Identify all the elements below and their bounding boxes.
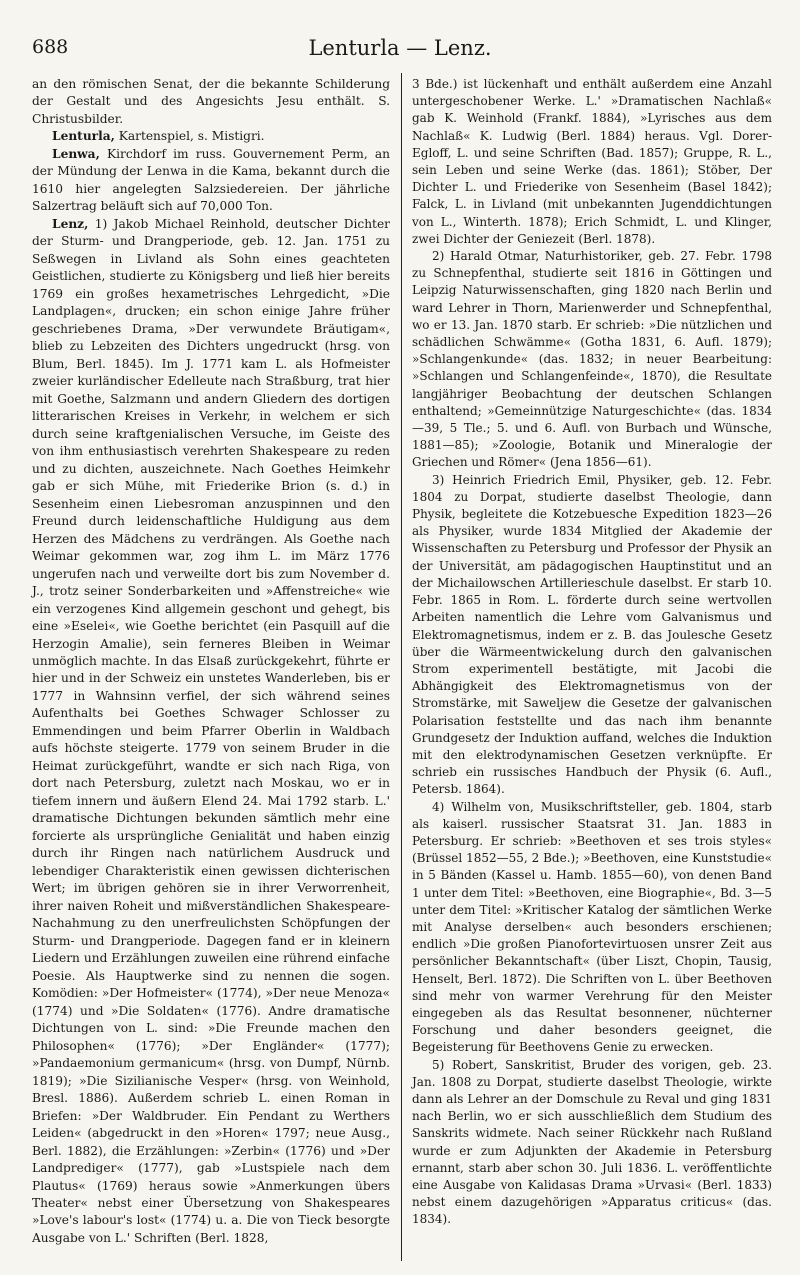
entry-paragraph [32,216,390,1248]
entry-text: 2) Harald Otmar, Naturhistoriker, geb. 27. Febr. 1798 zu Schnepfenthal, studierte seit 1816 in Göttingen und Leipzig Naturwissenschaften, ging 1820 nach Berlin und ward Lehrer in Thorn, Marienwerder und Schnepfenthal, wo er 13. Jan. 1870 starb. Er schrieb: »Die nützlichen und schädlichen Schwämme« (Gotha 1831, 6. Aufl. 1879); »Schlangenkunde« (das. 1832; in neuer Bearbeitung: »Schlangen und Schlangenfeinde«, 1870), die Resultate langjähriger Beobachtung der deutschen Schlangen enthaltend; »Gemeinnützige Naturgeschichte« (das. 1834—39, 5 Tle.; 5. und 6. Aufl. von Burbach und Wünsche, 1881—85); »Zoologie, Botanik und Mineralogie der Griechen und Römer« (Jena 1856—61). [412,249,772,470]
entry-text: 3 Bde.) ist lückenhaft und enthält außerdem eine Anzahl untergeschobener Werke. L.' »Dramatischen Nachlaß« gab K. Weinhold (Frankf. 1884), »Lyrisches aus dem Nachlaß« K. Ludwig (Berl. 1884) heraus. Vgl. Dorer-Egloff, L. und seine Schriften (Bad. 1857); Gruppe, R. L., sein Leben und seine Werke (das. 1861); Stöber, Der Dichter L. und Friederike von Sesenheim (Basel 1842); Falck, L. in Livland (mit unbekannten Jugenddichtungen von L., Winterth. 1878); Erich Schmidt, L. und Klinger, zwei Dichter der Geniezeit (Berl. 1878). [412,77,772,246]
column-divider [401,73,402,1261]
entry-paragraph [32,76,390,128]
entry-text: 4) Wilhelm von, Musikschriftsteller, geb. 1804, starb als kaiserl. russischer Staatsrat 31. Jan. 1883 in Petersburg. Er schrieb: »Beethoven et ses trois styles« (Brüssel 1852—55, 2 Bde.); »Beethoven, eine Kunststudie« in 5 Bänden (Kassel u. Hamb. 1855—60), von denen Band 1 unter dem Titel: »Beethoven, eine Biographie«, Bd. 3—5 unter dem Titel: »Kritischer Katalog der sämtlichen Werke mit Analyse derselben« auch besonders erschienen; endlich »Die großen Pianofortevirtuosen unsrer Zeit aus persönlicher Bekanntschaft« (über Liszt, Chopin, Tausig, Henselt, Berl. 1872). Die Schriften von L. über Beethoven sind mehr von warmer Verehrung für den Meister eingegeben als das Resultat besonnener, nüchterner Forschung und daher besonders geeignet, die Begeisterung für Beethovens Genie zu erwecken. [412,799,772,1055]
page-header [32,36,768,64]
entry-paragraph [412,799,772,1057]
entry-text: 1) Jakob Michael Reinhold, deutscher Dichter der Sturm- und Drangperiode, geb. 12. Jan. 1751 zu Seßwegen in Livland als Sohn eines geachteten Geistlichen, studierte zu Königsberg und ließ hier bereits 1769 ein großes hexametrisches Lehrgedicht, »Die Landplagen«, drucken; ein schon einige Jahre früher geschriebenes Drama, »Der verwundete Bräutigam«, blieb zu Lebzeiten des Dichters ungedruckt (hrsg. von Blum, Berl. 1845). Im J. 1771 kam L. als Hofmeister zweier kurländischer Edelleute nach Straßburg, trat hier mit Goethe, Salzmann und andern Gliedern des dortigen litterarischen Kreises in Verkehr, in welchem er sich durch seine kraftgenialischen Versuche, im Geiste des von ihm enthusiastisch verehrten Shakespeare zu reden und zu dichten, auszeichnete. Nach Goethes Heimkehr gab er sich Mühe, mit Friederike Brion (s. d.) in Sesenheim einen Liebesroman anzuspinnen und den Freund durch leidenschaftliche Huldigung aus dem Herzen des Mädchens zu verdrängen. Als Goethe nach Weimar gekommen war, zog ihm L. im März 1776 ungerufen nach und verweilte dort bis zum November d. J., trotz seiner Sonderbarkeiten und »Affenstreiche« wie ein verzogenes Kind allgemein geschont und gehegt, bis eine »Eselei«, wie Goethe berichtet (ein Pasquill auf die Herzogin Amalie), sein ferneres Bleiben in Weimar unmöglich machte. In das Elsaß zurückgekehrt, führte er hier und in der Schweiz ein unstetes Wanderleben, bis er 1777 in Wahnsinn verfiel, der sich während seines Aufenthalts bei Goethes Schwager Schlosser zu Emmendingen und beim Pfarrer Oberlin in Waldbach aufs höchste steigerte. 1779 von seinem Bruder in die Heimat zurückgeführt, wandte er sich nach Riga, von dort nach Petersburg, zuletzt nach Moskau, wo er in tiefem innern und äußern Elend 24. Mai 1792 starb. L.' dramatische Dichtungen bekunden sämtlich mehr eine forcierte als ursprüngliche Genialität und haben einzig durch ihr Ringen nach natürlichem Ausdruck und lebendiger Charakteristik einen gewissen dichterischen Wert; im übrigen gehören sie in ihrer Verworrenheit, ihrer naiven Roheit und mißverständlichen Shakespeare-Nachahmung zu den unerfreulichsten Schöpfungen der Sturm- und Drangperiode. Dagegen fand er in kleinern Liedern und Erzählungen zuweilen eine rührend einfache Poesie. Als Hauptwerke sind zu nennen die sogen. Komödien: »Der Hofmeister« (1774), »Der neue Menoza« (1774) und »Die Soldaten« (1776). Andre dramatische Dichtungen von L. sind: »Die Freunde machen den Philosophen« (1776); »Der Engländer« (1777); »Pandaemonium germanicum« (hrsg. von Dumpf, Nürnb. 1819); »Die Sizilianische Vesper« (hrsg. von Weinhold, Bresl. 1886). Außerdem schrieb L. einen Roman in Briefen: »Der Waldbruder. Ein Pendant zu Werthers Leiden« (abgedruckt in den »Horen« 1797; neue Ausg., Berl. 1882), die Erzählungen: »Zerbin« (1776) und »Der Landprediger« (1777), gab »Lustspiele nach dem Plautus« (1769) heraus sowie »Anmerkungen übers Theater« nebst einer Übersetzung von Shakespeares »Love's labour's lost« (1774) u. a. Die von Tieck besorgte Ausgabe von L.' Schriften (Berl. 1828, [32,216,390,1245]
entry-text: Kartenspiel, s. Mistigri. [114,129,265,144]
entry-paragraph [412,1057,772,1229]
entry-text: an den römischen Senat, der die bekannte Schilderung der Gestalt und des Angesichts Jesu enthält. S. Christusbilder. [32,77,390,126]
running-title: Lenturla — Lenz. [308,36,492,60]
entry-paragraph [412,76,772,248]
entry-paragraph [412,472,772,799]
page-number: 688 [32,36,69,58]
entry-headword: Lenz, [52,216,89,231]
right-column [412,76,772,1229]
left-column [32,76,390,1247]
entry-paragraph [32,128,390,145]
entry-headword: Lenturla, [52,129,115,144]
entry-text: 5) Robert, Sanskritist, Bruder des vorigen, geb. 23. Jan. 1808 zu Dorpat, studierte daselbst Theologie, wirkte dann als Lehrer an der Domschule zu Reval und ging 1831 nach Berlin, wo er sich ausschließlich dem Studium des Sanskrits widmete. Nach seiner Rückkehr nach Rußland wurde er zum Adjunkten der Akademie in Petersburg ernannt, starb aber schon 30. Juli 1836. L. veröffentlichte eine Ausgabe von Kalidasas Drama »Urvasi« (Berl. 1833) nebst einem dazugehörigen »Apparatus criticus« (das. 1834). [412,1057,772,1227]
entry-headword: Lenwa, [52,146,100,161]
entry-paragraph [412,248,772,472]
entry-text: Kirchdorf im russ. Gouvernement Perm, an der Mündung der Lenwa in die Kama, bekannt durch die 1610 hier angelegten Salzsiedereien. Der jährliche Salzertrag beläuft sich auf 70,000 Ton. [32,146,390,214]
entry-text: 3) Heinrich Friedrich Emil, Physiker, geb. 12. Febr. 1804 zu Dorpat, studierte daselbst Theologie, dann Physik, begleitete die Kotzebuesche Expedition 1823—26 als Physiker, wurde 1834 Mitglied der Akademie der Wissenschaften zu Petersburg und Professor der Physik an der Universität, am pädagogischen Hauptinstitut und an der Michailowschen Artillerieschule daselbst. Er starb 10. Febr. 1865 in Rom. L. förderte durch seine wertvollen Arbeiten namentlich die Lehre vom Galvanismus und Elektromagnetismus, indem er z. B. das Joulesche Gesetz über die Wärmeentwickelung durch den galvanischen Strom experimentell bestätigte, mit Jacobi die Abhängigkeit des Elektromagnetismus von der Stromstärke, mit Saweljew die Gesetze der galvanischen Polarisation feststellte und das nach ihm benannte Grundgesetz der Induktion auffand, welches die Induktion mit den elektrodynamischen Gesetzen verknüpfte. Er schrieb ein russisches Handbuch der Physik (6. Aufl., Petersb. 1864). [412,472,772,797]
entry-paragraph [32,146,390,216]
